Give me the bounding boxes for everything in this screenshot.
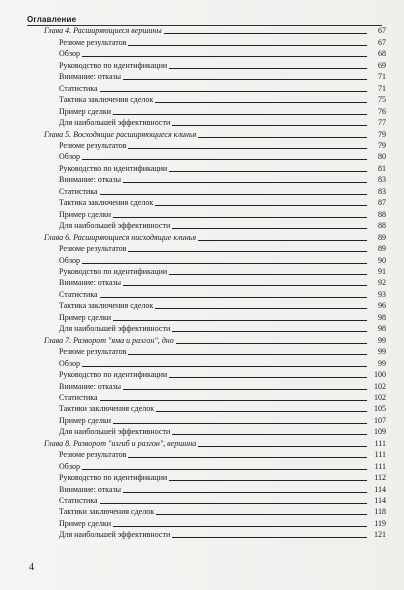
toc-entry-page: 98 xyxy=(378,324,386,334)
toc-section-entry xyxy=(44,414,386,425)
toc-section-entry xyxy=(44,59,386,70)
toc-entry-page: 67 xyxy=(378,26,386,36)
toc-entry-title: Обзор xyxy=(59,255,80,265)
toc-leader-line xyxy=(156,514,367,515)
toc-entry-title: Глава 6. Расширяющиеся нисходящие клинья xyxy=(44,232,197,242)
toc-entry-title: Руководство по идентификации xyxy=(59,473,168,483)
toc-entry-title: Для наибольшей эффективности xyxy=(59,324,171,334)
toc-entry-title: Пример сделки xyxy=(59,518,112,528)
toc-leader-line xyxy=(169,377,367,378)
toc-entry-page: 76 xyxy=(378,106,386,116)
toc-entry-title: Обзор xyxy=(59,49,80,59)
toc-chapter-entry xyxy=(44,334,386,345)
toc-section-entry xyxy=(44,346,386,357)
toc-chapter-entry xyxy=(44,128,386,139)
toc-leader-line xyxy=(176,343,367,344)
toc-chapter-entry xyxy=(44,437,386,448)
toc-section-entry xyxy=(44,506,386,517)
toc-entry-page: 93 xyxy=(378,289,386,299)
toc-entry-page: 90 xyxy=(378,255,386,265)
toc-leader-line xyxy=(82,263,367,264)
toc-entry-page: 81 xyxy=(378,163,386,173)
toc-leader-line xyxy=(128,148,367,149)
toc-entry-title: Пример сделки xyxy=(59,106,112,116)
toc-entry-title: Статистика xyxy=(59,392,98,402)
toc-entry-page: 83 xyxy=(378,175,386,185)
toc-entry-title: Руководство по идентификации xyxy=(59,60,168,70)
toc-section-entry xyxy=(44,357,386,368)
toc-entry-page: 79 xyxy=(378,129,386,139)
toc-section-entry xyxy=(44,105,386,116)
toc-section-entry xyxy=(44,392,386,403)
toc-entry-page: 87 xyxy=(378,198,386,208)
toc-entry-page: 114 xyxy=(374,496,386,506)
toc-section-entry xyxy=(44,300,386,311)
toc-entry-title: Для наибольшей эффективности xyxy=(59,530,171,540)
toc-entry-title: Для наибольшей эффективности xyxy=(59,118,171,128)
toc-leader-line xyxy=(198,446,367,447)
toc-leader-line xyxy=(113,423,367,424)
toc-leader-line xyxy=(123,389,367,390)
toc-entry-page: 114 xyxy=(374,484,386,494)
toc-entry-page: 92 xyxy=(378,278,386,288)
toc-leader-line xyxy=(164,33,367,34)
toc-section-entry xyxy=(44,36,386,47)
toc-leader-line xyxy=(172,537,367,538)
toc-entry-title: Резюме результатов xyxy=(59,140,127,150)
toc-leader-line xyxy=(169,68,367,69)
toc-entry-page: 121 xyxy=(374,530,386,540)
toc-entry-page: 119 xyxy=(374,518,386,528)
toc-leader-line xyxy=(128,457,367,458)
toc-entry-title: Для наибольшей эффективности xyxy=(59,221,171,231)
toc-entry-title: Статистика xyxy=(59,83,98,93)
toc-entry-page: 99 xyxy=(378,358,386,368)
toc-section-entry xyxy=(44,71,386,82)
toc-entry-page: 69 xyxy=(378,60,386,70)
toc-entry-page: 112 xyxy=(374,473,386,483)
toc-section-entry xyxy=(44,369,386,380)
toc-entry-page: 77 xyxy=(378,118,386,128)
toc-entry-title: Руководство по идентификации xyxy=(59,266,168,276)
toc-entry-page: 67 xyxy=(378,37,386,47)
toc-entry-title: Для наибольшей эффективности xyxy=(59,427,171,437)
toc-section-entry xyxy=(44,277,386,288)
toc-entry-page: 88 xyxy=(378,209,386,219)
toc-section-entry xyxy=(44,140,386,151)
toc-entry-page: 107 xyxy=(374,415,386,425)
toc-leader-line xyxy=(172,434,367,435)
toc-entry-page: 68 xyxy=(378,49,386,59)
toc-entry-title: Резюме результатов xyxy=(59,244,127,254)
toc-entry-title: Статистика xyxy=(59,289,98,299)
toc-entry-title: Резюме результатов xyxy=(59,450,127,460)
toc-leader-line xyxy=(100,503,367,504)
toc-entry-title: Внимание: отказы xyxy=(59,175,122,185)
toc-leader-line xyxy=(198,137,367,138)
toc-leader-line xyxy=(169,480,367,481)
toc-entry-title: Тактика заключения сделок xyxy=(59,301,154,311)
toc-entry-title: Пример сделки xyxy=(59,209,112,219)
toc-chapter-entry xyxy=(44,231,386,242)
toc-chapter-entry xyxy=(44,25,386,36)
toc-entry-page: 96 xyxy=(378,301,386,311)
toc-entry-title: Руководство по идентификации xyxy=(59,163,168,173)
toc-section-entry xyxy=(44,311,386,322)
toc-section-entry xyxy=(44,254,386,265)
toc-leader-line xyxy=(100,297,367,298)
toc-leader-line xyxy=(172,228,367,229)
toc-section-entry xyxy=(44,243,386,254)
toc-section-entry xyxy=(44,380,386,391)
toc-entry-page: 105 xyxy=(374,404,386,414)
toc-leader-line xyxy=(169,171,367,172)
toc-entry-title: Тактики заключения сделок xyxy=(59,404,155,414)
running-header: Оглавление xyxy=(27,15,382,26)
toc-section-entry xyxy=(44,266,386,277)
toc-leader-line xyxy=(128,251,367,252)
toc-entry-title: Тактики заключения сделок xyxy=(59,507,155,517)
toc-leader-line xyxy=(100,400,367,401)
toc-entry-title: Статистика xyxy=(59,496,98,506)
toc-section-entry xyxy=(44,288,386,299)
toc-entry-title: Обзор xyxy=(59,461,80,471)
table-of-contents xyxy=(44,25,386,540)
toc-leader-line xyxy=(172,125,367,126)
toc-leader-line xyxy=(82,469,367,470)
toc-entry-page: 91 xyxy=(378,266,386,276)
toc-entry-page: 109 xyxy=(374,427,386,437)
toc-leader-line xyxy=(123,182,367,183)
toc-section-entry xyxy=(44,151,386,162)
toc-entry-title: Резюме результатов xyxy=(59,347,127,357)
toc-entry-title: Внимание: отказы xyxy=(59,72,122,82)
toc-entry-title: Внимание: отказы xyxy=(59,381,122,391)
toc-entry-title: Глава 5. Восходящие расширяющиеся клинья xyxy=(44,129,197,139)
toc-section-entry xyxy=(44,117,386,128)
toc-entry-title: Внимание: отказы xyxy=(59,484,122,494)
toc-leader-line xyxy=(113,114,367,115)
toc-leader-line xyxy=(155,205,367,206)
toc-entry-page: 89 xyxy=(378,232,386,242)
toc-entry-title: Статистика xyxy=(59,186,98,196)
toc-leader-line xyxy=(128,354,367,355)
toc-entry-page: 80 xyxy=(378,152,386,162)
toc-entry-title: Обзор xyxy=(59,358,80,368)
toc-entry-title: Тактика заключения сделок xyxy=(59,198,154,208)
toc-entry-title: Глава 7. Разворот "яма и разгон", дно xyxy=(44,335,174,345)
toc-section-entry xyxy=(44,197,386,208)
toc-section-entry xyxy=(44,174,386,185)
toc-section-entry xyxy=(44,185,386,196)
toc-leader-line xyxy=(156,411,367,412)
toc-leader-line xyxy=(82,159,367,160)
toc-section-entry xyxy=(44,495,386,506)
toc-section-entry xyxy=(44,449,386,460)
toc-section-entry xyxy=(44,94,386,105)
toc-entry-title: Глава 4. Расширяющиеся вершины xyxy=(44,26,162,36)
toc-section-entry xyxy=(44,48,386,59)
toc-section-entry xyxy=(44,323,386,334)
toc-leader-line xyxy=(100,91,367,92)
toc-section-entry xyxy=(44,426,386,437)
toc-entry-page: 71 xyxy=(378,83,386,93)
toc-entry-page: 99 xyxy=(378,335,386,345)
toc-entry-page: 88 xyxy=(378,221,386,231)
toc-entry-page: 83 xyxy=(378,186,386,196)
toc-leader-line xyxy=(155,102,367,103)
toc-leader-line xyxy=(113,217,367,218)
toc-entry-title: Внимание: отказы xyxy=(59,278,122,288)
page-number: 4 xyxy=(29,562,34,573)
toc-entry-page: 111 xyxy=(374,438,386,448)
toc-leader-line xyxy=(172,331,367,332)
toc-section-entry xyxy=(44,472,386,483)
toc-entry-page: 102 xyxy=(374,392,386,402)
toc-leader-line xyxy=(123,79,367,80)
toc-leader-line xyxy=(82,56,367,57)
toc-entry-page: 100 xyxy=(374,370,386,380)
toc-entry-page: 79 xyxy=(378,140,386,150)
toc-entry-page: 98 xyxy=(378,312,386,322)
toc-leader-line xyxy=(155,308,367,309)
toc-leader-line xyxy=(123,285,367,286)
toc-section-entry xyxy=(44,82,386,93)
toc-leader-line xyxy=(128,45,367,46)
toc-entry-page: 111 xyxy=(374,461,386,471)
toc-section-entry xyxy=(44,460,386,471)
toc-entry-title: Тактика заключения сделок xyxy=(59,95,154,105)
toc-section-entry xyxy=(44,208,386,219)
toc-entry-page: 118 xyxy=(374,507,386,517)
toc-leader-line xyxy=(123,492,367,493)
toc-leader-line xyxy=(113,526,367,527)
toc-entry-page: 102 xyxy=(374,381,386,391)
toc-leader-line xyxy=(198,240,367,241)
toc-section-entry xyxy=(44,483,386,494)
toc-entry-title: Руководство по идентификации xyxy=(59,370,168,380)
toc-entry-page: 99 xyxy=(378,347,386,357)
toc-section-entry xyxy=(44,517,386,528)
toc-entry-page: 111 xyxy=(374,450,386,460)
toc-entry-title: Резюме результатов xyxy=(59,37,127,47)
toc-entry-title: Глава 8. Разворот "изгиб и разгон", вершина xyxy=(44,438,197,448)
toc-entry-title: Обзор xyxy=(59,152,80,162)
toc-entry-page: 89 xyxy=(378,244,386,254)
toc-section-entry xyxy=(44,403,386,414)
toc-section-entry xyxy=(44,529,386,540)
toc-leader-line xyxy=(113,320,367,321)
toc-entry-page: 75 xyxy=(378,95,386,105)
toc-section-entry xyxy=(44,220,386,231)
toc-leader-line xyxy=(82,366,367,367)
toc-leader-line xyxy=(169,274,367,275)
toc-entry-title: Пример сделки xyxy=(59,415,112,425)
toc-entry-title: Пример сделки xyxy=(59,312,112,322)
toc-leader-line xyxy=(100,194,367,195)
toc-entry-page: 71 xyxy=(378,72,386,82)
toc-section-entry xyxy=(44,162,386,173)
